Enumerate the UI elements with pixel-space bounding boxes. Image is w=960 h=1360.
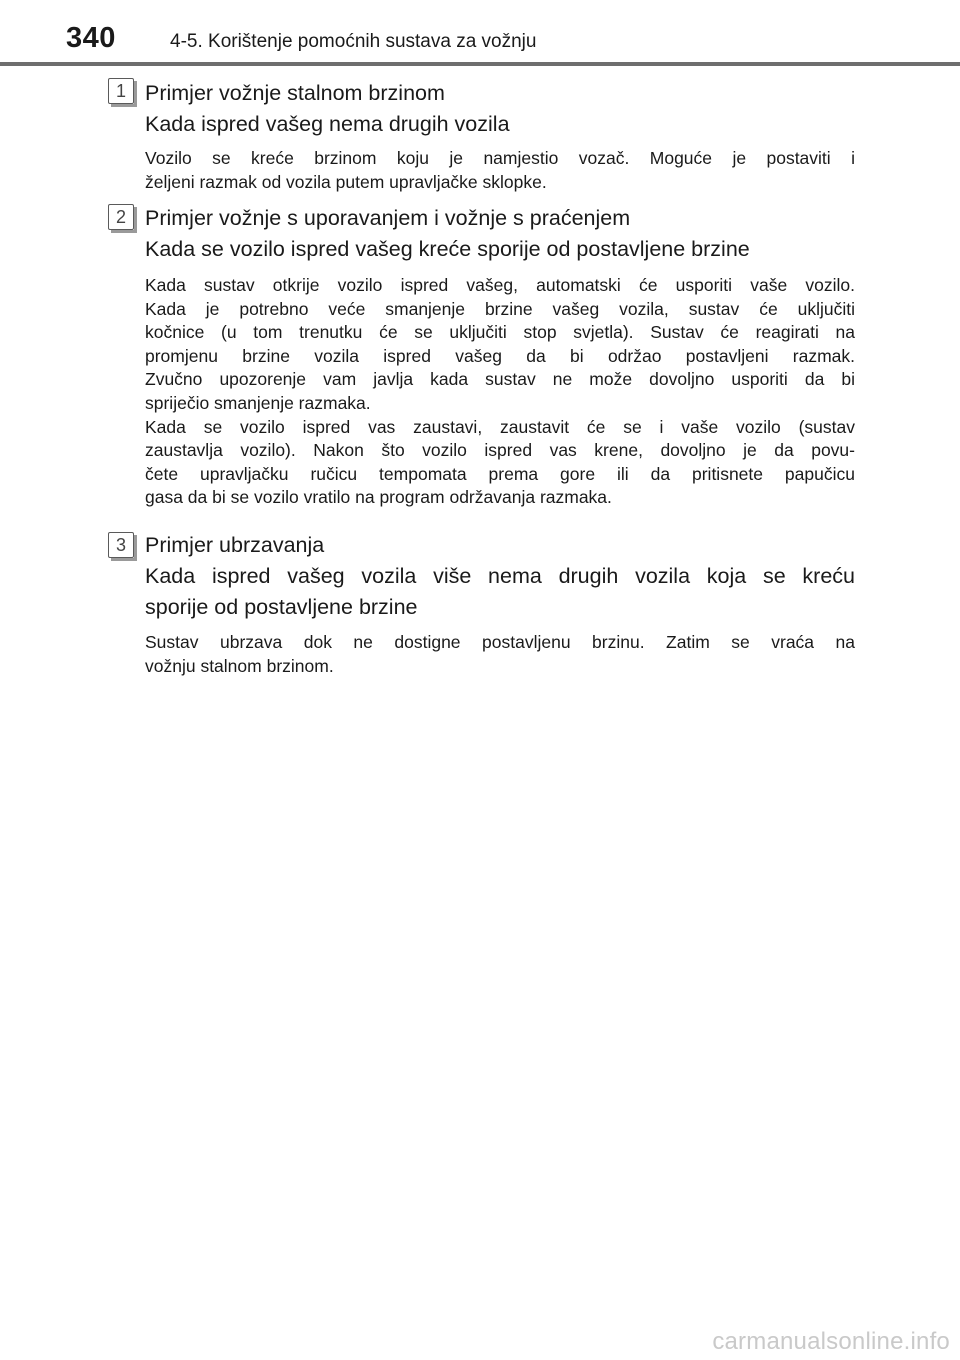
body-line: Kada se vozilo ispred vas zaustavi, zaustavit će se i vaše vozilo (sustav xyxy=(145,416,855,437)
body-line: Kada sustav otkrije vozilo ispred vašeg, automatski će usporiti vaše vozilo. xyxy=(145,275,855,295)
body-line: spriječio smanjenje razmaka. xyxy=(145,392,371,413)
body-line: zaustavlja vozilo). Nakon što vozilo ispred vas krene, dovoljno je da povu- xyxy=(145,440,855,461)
body-line: Kada je potrebno veće smanjenje brzine vašeg vozila, sustav će uključiti xyxy=(145,298,855,319)
page-header xyxy=(0,0,960,66)
step-number-badge: 2 xyxy=(108,204,134,230)
header-divider xyxy=(0,62,960,66)
body-line: Sustav ubrzava dok ne dostigne postavljenu brzinu. Zatim se vraća na xyxy=(145,632,855,652)
item-heading-line: sporije od postavljene brzine xyxy=(145,595,418,619)
body-line: Zvučno upozorenje vam javlja kada sustav ne može dovoljno usporiti da bi xyxy=(145,369,855,390)
page-number: 340 xyxy=(66,22,116,54)
section-title: 4-5. Korištenje pomoćnih sustava za vožnju xyxy=(170,31,537,52)
item-body xyxy=(145,631,855,678)
step-number-badge: 3 xyxy=(108,532,134,558)
watermark: carmanualsonline.info xyxy=(712,1328,950,1355)
body-line: gasa da bi se vozilo vratilo na program održavanja razmaka. xyxy=(145,487,612,508)
body-line: vožnju stalnom brzinom. xyxy=(145,655,334,676)
body-line: željeni razmak od vozila putem upravljačke sklopke. xyxy=(145,171,547,192)
item-heading-line: Kada se vozilo ispred vašeg kreće sporije od postavljene brzine xyxy=(145,237,750,261)
item-heading-line: Primjer vožnje s uporavanjem i vožnje s praćenjem xyxy=(145,206,631,230)
body-line: promjenu brzine vozila ispred vašeg da bi održao postavljeni razmak. xyxy=(145,345,855,366)
body-line: čete upravljačku ručicu tempomata prema gore ili da pritisnete papučicu xyxy=(145,463,855,484)
item-heading-line: Kada ispred vašeg nema drugih vozila xyxy=(145,112,510,136)
step-number-badge: 1 xyxy=(108,78,134,104)
body-line: kočnice (u tom trenutku će se uključiti stop svjetla). Sustav će reagirati na xyxy=(145,322,855,343)
item-body xyxy=(145,274,855,510)
item-heading-line: Primjer ubrzavanja xyxy=(145,533,325,557)
body-line: Vozilo se kreće brzinom koju je namjestio vozač. Moguće je postaviti i xyxy=(145,148,855,168)
item-heading-line: Kada ispred vašeg vozila više nema drugih vozila koja se kreću xyxy=(145,564,855,588)
item-heading-line: Primjer vožnje stalnom brzinom xyxy=(145,81,445,105)
item-body xyxy=(145,147,855,194)
